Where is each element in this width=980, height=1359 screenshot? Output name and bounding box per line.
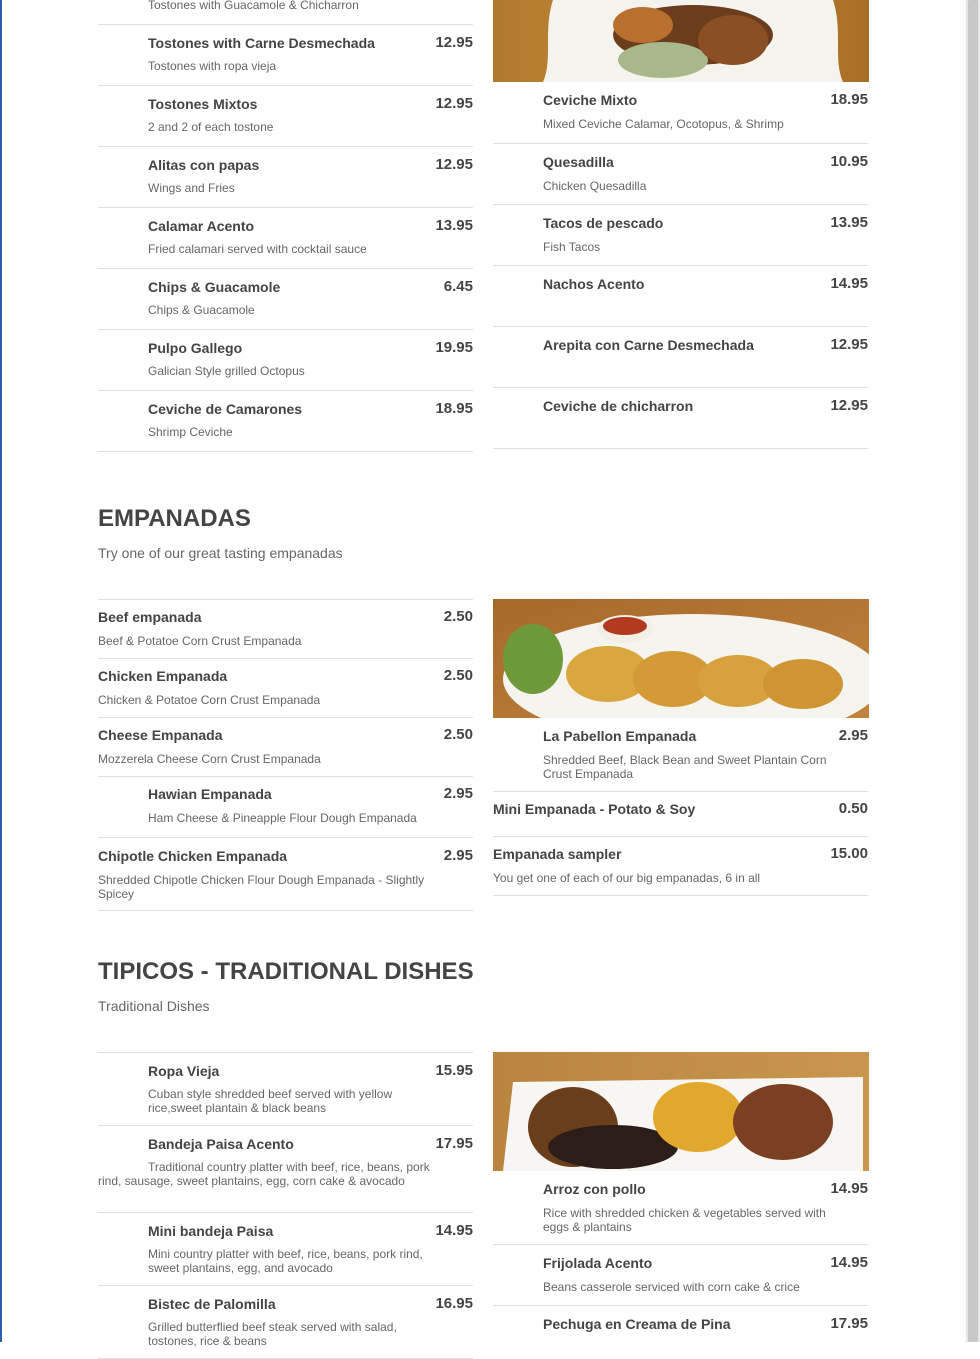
item-description: Tostones with Guacamole & Chicharron <box>148 0 359 12</box>
appetizers-left-column <box>98 0 473 452</box>
item-description: Galician Style grilled Octopus <box>148 364 305 378</box>
item-description: Mixed Ceviche Calamar, Ocotopus, & Shrimp <box>543 117 784 131</box>
item-name: Bandeja Paisa Acento <box>148 1136 294 1152</box>
tipicos-photo-image <box>493 1052 869 1171</box>
item-description: Chicken & Potatoe Corn Crust Empanada <box>98 693 321 707</box>
list-item[interactable] <box>493 327 868 388</box>
item-name: Mini Empanada - Potato & Soy <box>493 801 696 817</box>
item-name: La Pabellon Empanada <box>543 728 697 744</box>
item-price: 18.95 <box>830 91 868 108</box>
scrollbar-thumb[interactable] <box>968 0 978 1342</box>
tipicos-left-column <box>98 1053 473 1359</box>
list-item[interactable] <box>493 1245 868 1306</box>
section-title-empanadas: EMPANADAS <box>98 505 251 532</box>
item-price: 12.95 <box>830 336 868 353</box>
item-description: Mini country platter with beef, rice, beans, pork rind, sweet plantains, egg, and avocado <box>148 1247 423 1275</box>
item-name: Pechuga en Creama de Pina <box>543 1316 731 1332</box>
empanadas-right-column <box>493 718 868 896</box>
list-item[interactable] <box>98 659 473 718</box>
section-title-tipicos: TIPICOS - TRADITIONAL DISHES <box>98 958 474 985</box>
item-description: Rice with shredded chicken & vegetables served with eggs & plantains <box>543 1206 826 1234</box>
item-price: 12.95 <box>435 156 473 173</box>
tostones-photo <box>493 0 869 82</box>
item-name: Empanada sampler <box>493 846 622 862</box>
list-item[interactable] <box>98 838 473 911</box>
item-name: Pulpo Gallego <box>148 340 243 356</box>
list-item[interactable] <box>493 266 868 327</box>
item-description: You get one of each of our big empanadas, 6 in all <box>493 871 761 885</box>
item-name: Chips & Guacamole <box>148 279 281 295</box>
scrollbar[interactable] <box>966 0 980 1342</box>
list-item[interactable] <box>98 86 473 147</box>
window-left-border <box>0 0 2 1342</box>
item-description: Traditional country platter with beef, rice, beans, pork rind, sausage, sweet plantains, egg, corn cake & avocado <box>98 1160 430 1188</box>
list-item[interactable] <box>98 330 473 391</box>
item-price: 2.50 <box>443 667 473 684</box>
list-item[interactable] <box>493 792 868 837</box>
item-description: Tostones with ropa vieja <box>148 59 277 73</box>
item-name: Cheese Empanada <box>98 727 223 743</box>
item-price: 12.95 <box>435 95 473 112</box>
appetizers-right-column <box>493 82 868 449</box>
item-name: Ropa Vieja <box>148 1063 220 1079</box>
item-description: Fried calamari served with cocktail sauce <box>148 242 367 256</box>
empanadas-left-column <box>98 600 473 911</box>
item-name: Tostones Mixtos <box>148 96 258 112</box>
list-item[interactable] <box>98 147 473 208</box>
item-price: 19.95 <box>435 339 473 356</box>
list-item[interactable] <box>98 208 473 269</box>
section-subtitle-tipicos: Traditional Dishes <box>98 998 210 1014</box>
item-name: Hawian Empanada <box>148 786 272 802</box>
item-name: Nachos Acento <box>543 276 645 292</box>
item-description: Beans casserole serviced with corn cake & crice <box>543 1280 800 1294</box>
list-item[interactable] <box>493 388 868 449</box>
item-price: 2.95 <box>443 785 473 802</box>
item-name: Tacos de pescado <box>543 215 664 231</box>
empanadas-photo-image <box>493 599 869 718</box>
item-price: 14.95 <box>435 1222 473 1239</box>
item-description: Wings and Fries <box>148 181 235 195</box>
item-name: Ceviche Mixto <box>543 92 638 108</box>
item-name: Chicken Empanada <box>98 668 228 684</box>
tipicos-photo <box>493 1052 869 1171</box>
item-price: 14.95 <box>830 275 868 292</box>
item-price: 13.95 <box>830 214 868 231</box>
item-price: 2.95 <box>838 727 868 744</box>
list-item[interactable] <box>98 1213 473 1286</box>
item-description: Ham Cheese & Pineapple Flour Dough Empanada <box>148 811 417 825</box>
list-item[interactable] <box>98 0 473 25</box>
list-item[interactable] <box>98 1053 473 1126</box>
item-price: 0.50 <box>838 800 868 817</box>
item-description: Cuban style shredded beef served with yellow rice,sweet plantain & black beans <box>148 1087 393 1115</box>
item-price: 6.45 <box>443 278 473 295</box>
list-item[interactable] <box>98 25 473 86</box>
item-description: Shredded Chipotle Chicken Flour Dough Empanada - Slightly Spicey <box>98 873 425 901</box>
item-price: 12.95 <box>435 34 473 51</box>
list-item[interactable] <box>493 205 868 266</box>
item-description: Shrimp Ceviche <box>148 425 233 439</box>
item-price: 18.95 <box>435 400 473 417</box>
list-item[interactable] <box>98 777 473 838</box>
item-price: 15.95 <box>435 1062 473 1079</box>
item-price: 17.95 <box>830 1315 868 1332</box>
item-name: Bistec de Palomilla <box>148 1296 276 1312</box>
item-price: 17.95 <box>435 1135 473 1152</box>
section-subtitle-empanadas: Try one of our great tasting empanadas <box>98 545 343 561</box>
list-item[interactable] <box>98 718 473 777</box>
list-item[interactable] <box>98 391 473 452</box>
item-name: Ceviche de Camarones <box>148 401 303 417</box>
list-item[interactable] <box>493 82 868 144</box>
item-name: Tostones with Carne Desmechada <box>148 35 375 51</box>
list-item[interactable] <box>493 1306 868 1346</box>
item-name: Alitas con papas <box>148 157 260 173</box>
item-description: 2 and 2 of each tostone <box>148 120 274 134</box>
item-name: Ceviche de chicharron <box>543 398 694 414</box>
list-item[interactable] <box>98 269 473 330</box>
item-description: Fish Tacos <box>543 240 601 254</box>
item-price: 2.95 <box>443 847 473 864</box>
item-name: Frijolada Acento <box>543 1255 653 1271</box>
item-price: 14.95 <box>830 1180 868 1197</box>
item-description: Mozzerela Cheese Corn Crust Empanada <box>98 752 321 766</box>
list-item[interactable] <box>98 1286 473 1359</box>
item-price: 12.95 <box>830 397 868 414</box>
item-name: Beef empanada <box>98 609 202 625</box>
item-description: Grilled butterflied beef steak served with salad, tostones, rice & beans <box>148 1320 397 1348</box>
item-description: Shredded Beef, Black Bean and Sweet Plantain Corn Crust Empanada <box>543 753 827 781</box>
item-price: 13.95 <box>435 217 473 234</box>
item-description: Beef & Potatoe Corn Crust Empanada <box>98 634 302 648</box>
item-name: Mini bandeja Paisa <box>148 1223 274 1239</box>
item-price: 16.95 <box>435 1295 473 1312</box>
empanadas-photo <box>493 599 869 718</box>
tostones-photo-image <box>493 0 869 82</box>
item-name: Calamar Acento <box>148 218 255 234</box>
item-name: Arepita con Carne Desmechada <box>543 337 754 353</box>
item-price: 2.50 <box>443 726 473 743</box>
item-name: Quesadilla <box>543 154 614 170</box>
list-item[interactable] <box>493 144 868 205</box>
list-item[interactable] <box>98 600 473 659</box>
item-description: Chicken Quesadilla <box>543 179 647 193</box>
item-price: 10.95 <box>830 153 868 170</box>
item-price: 14.95 <box>830 1254 868 1271</box>
item-name: Arroz con pollo <box>543 1181 646 1197</box>
list-item[interactable] <box>493 1171 868 1245</box>
item-description: Chips & Guacamole <box>148 303 255 317</box>
list-item[interactable] <box>493 718 868 792</box>
item-price: 15.00 <box>830 845 868 862</box>
item-name: Chipotle Chicken Empanada <box>98 848 288 864</box>
item-price: 2.50 <box>443 608 473 625</box>
list-item[interactable] <box>98 1126 473 1213</box>
list-item[interactable] <box>493 837 868 896</box>
tipicos-right-column <box>493 1171 868 1346</box>
